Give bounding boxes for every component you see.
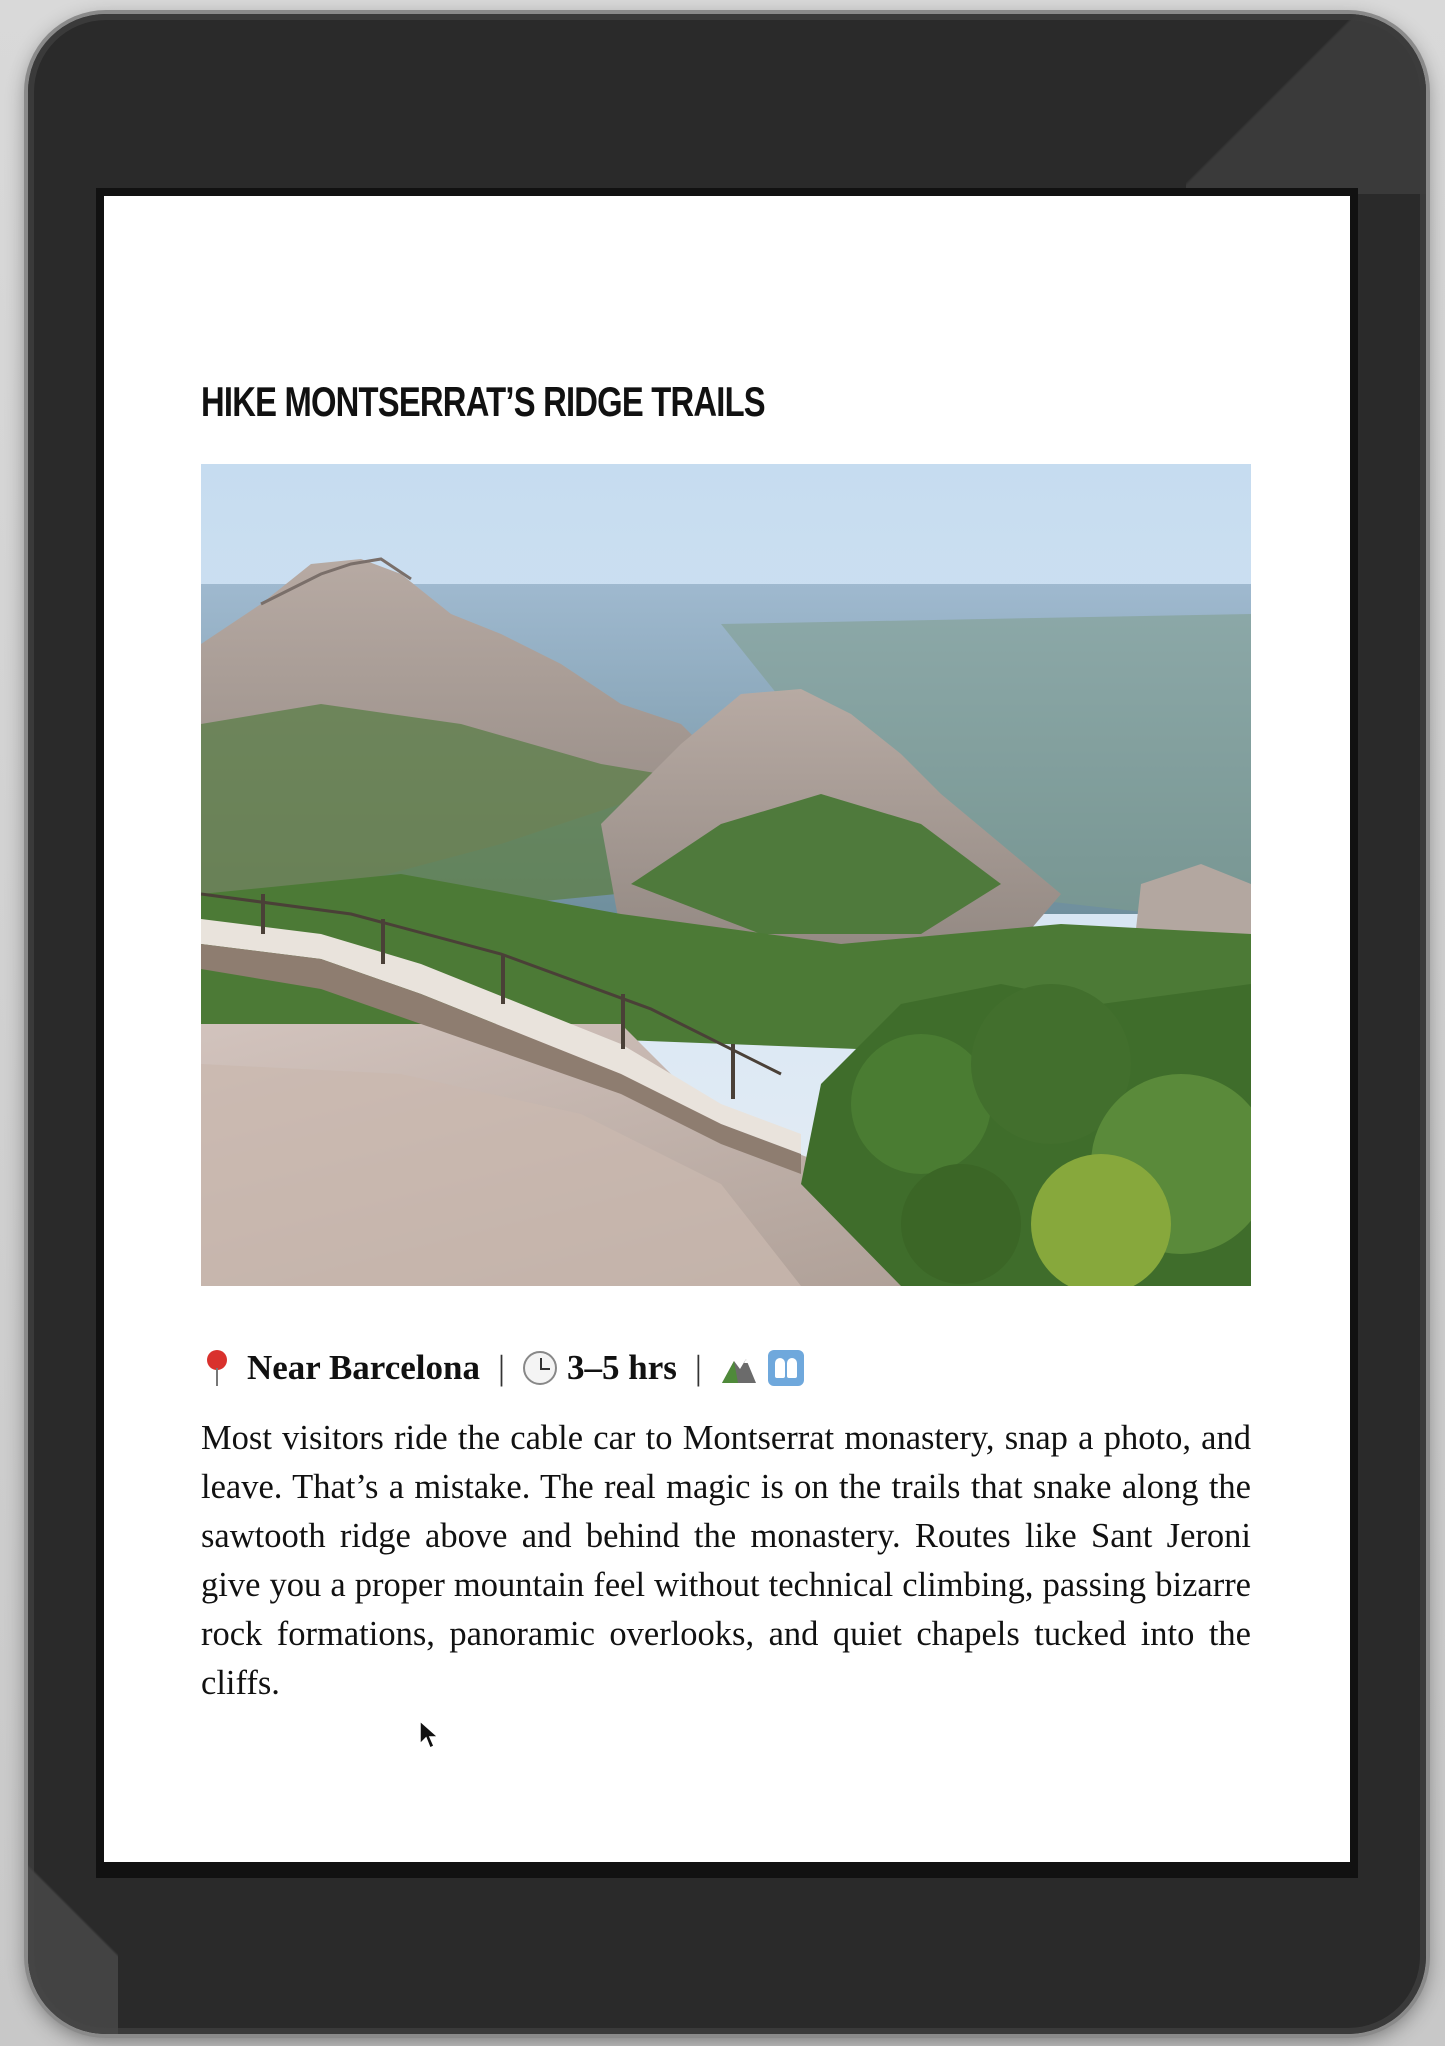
ebook-page[interactable]: [104, 196, 1350, 1862]
meta-separator-2: |: [694, 1348, 702, 1387]
article-title: HIKE MONTSERRAT’S RIDGE TRAILS: [201, 378, 765, 425]
meta-separator: |: [497, 1348, 505, 1387]
mouse-cursor-icon: [419, 1720, 439, 1750]
tablet-device: [28, 14, 1426, 2034]
article-photo: [201, 464, 1251, 1286]
map-pin-icon: [201, 1348, 233, 1388]
tablet-screen: [96, 188, 1358, 1878]
people-icon: [768, 1350, 804, 1386]
mountain-icon: [720, 1351, 758, 1385]
trip-meta: [201, 1344, 804, 1392]
meta-location: Near Barcelona: [247, 1348, 480, 1387]
article-body: Most visitors ride the cable car to Montserrat monastery, snap a photo, and leave. That’s a mistake. The real magic is on the trails that snake along the sawtooth ridge above and behind the monastery. Routes like Sant Jeroni give you a proper mountain feel without technical climbing, passing bizarre rock formations, panoramic overlooks, and quiet chapels tucked into the cliffs.: [201, 1419, 1251, 1702]
tablet-glare: [1186, 14, 1426, 194]
meta-duration: 3–5 hrs: [566, 1348, 677, 1387]
clock-icon: [523, 1351, 557, 1385]
